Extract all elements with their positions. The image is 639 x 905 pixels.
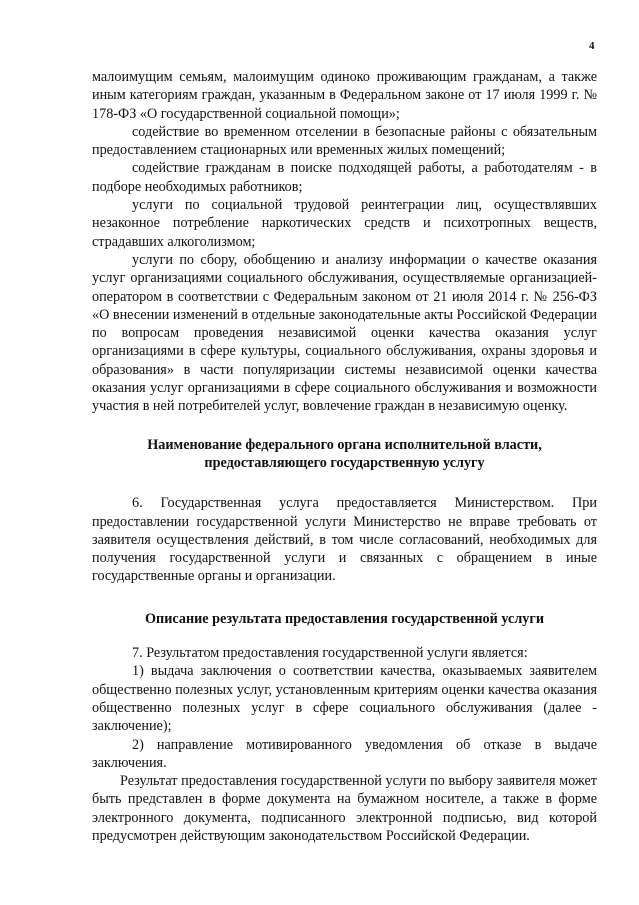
paragraph-7: 7. Результатом предоставления государственной услуги является: bbox=[132, 645, 528, 662]
paragraph-6: 6. Государственная услуга предоставляется Министерством. При предоставлении государственной услуги Министерство не вправе требовать от заявителя осуществления действий, в том числе согласований, необходимых для получения государственной услуги и связанных с обращением в иные государственные органы и организации. bbox=[92, 495, 597, 585]
paragraph-employment: содействие гражданам в поиске подходящей работы, а работодателям - в подборе необходимых работников; bbox=[92, 160, 597, 195]
page-number: 4 bbox=[589, 40, 595, 52]
paragraph-relocation: содействие во временном отселении в безопасные районы с обязательным предоставлением стационарных или временных жилых помещений; bbox=[92, 123, 597, 159]
paragraph-result-form: Результат предоставления государственной услуги по выбору заявителя может быть представлен в форме документа на бумажном носителе, а также в форме электронного документа, подписанного электронной подписью, вид которой предусмотрен действующим законодательством Российской Федерации. bbox=[92, 773, 597, 844]
list-item-conclusion: 1) выдача заключения о соответствии качества, оказываемых заявителем общественно полезных услуг, установленным критериям оценки качества оказания общественно полезных услуг в сфере социального обслуживания (далее - заключение); bbox=[92, 663, 597, 735]
paragraph-information: услуги по сбору, обобщению и анализу информации о качестве оказания услуг организациями социального обслуживания, осуществляемые организацией-оператором в соответствии с Федеральным законом от 21 июля 2014 г. № 256-ФЗ «О внесении изменений в отдельные законодательные акты Российской Федерации по вопросам проведения независимой оценки качества оказания услуг организациями в сфере культуры, социального обслуживания, охраны здоровья и образования» в части популяризации системы независимой оценки качества оказания услуг организациями в сфере социального обслуживания и возможности участия в ней потребителей услуг, вовлечение граждан в независимую оценку. bbox=[92, 251, 597, 415]
paragraph-continuation: малоимущим семьям, малоимущим одиноко проживающим гражданам, а также иным категориям граждан, указанным в Федеральном законе от 17 июля 1999 г. № 178-ФЗ «О государственной социальной помощи»; bbox=[92, 69, 597, 122]
heading-result-description: Описание результата предоставления государственной услуги bbox=[145, 610, 544, 627]
document-body bbox=[92, 68, 597, 845]
paragraph-reintegration: услуги по социальной трудовой реинтеграции лиц, осуществлявших незаконное потребление наркотических средств и психотропных веществ, страдавших алкоголизмом; bbox=[92, 197, 597, 250]
list-item-refusal: 2) направление мотивированного уведомления об отказе в выдаче заключения. bbox=[92, 736, 597, 771]
heading-federal-body: Наименование федерального органа исполнительной власти, предоставляющего государственную услугу bbox=[147, 436, 542, 471]
